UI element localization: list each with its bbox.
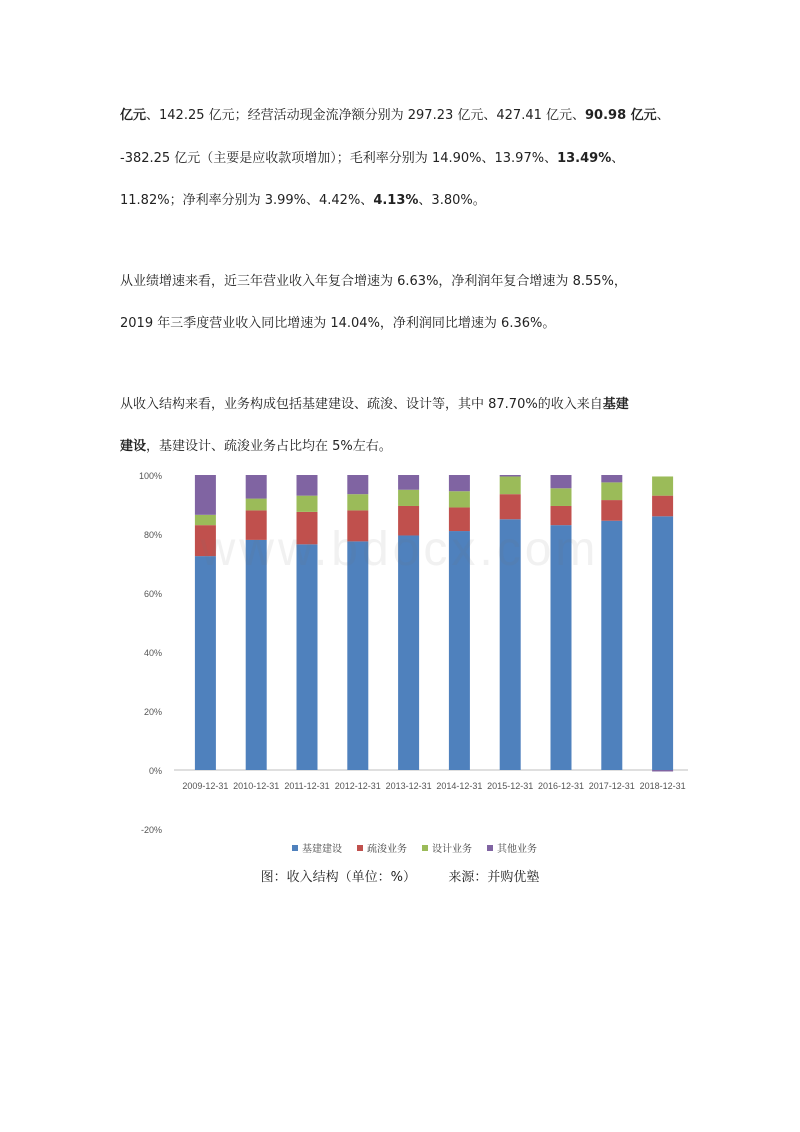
bars [195, 475, 673, 771]
x-tick-label: 2013-12-31 [385, 781, 432, 791]
bar-segment [500, 476, 521, 494]
paragraph-financials-line3 [120, 191, 680, 211]
watermark: www.bdocx.com [200, 523, 600, 576]
legend-label: 设计业务 [432, 844, 472, 855]
bar-segment [449, 491, 470, 507]
text: 、 [656, 108, 670, 123]
x-tick-label: 2009-12-31 [182, 781, 229, 791]
x-tick-label: 2015-12-31 [487, 781, 534, 791]
bar-segment [195, 556, 216, 770]
x-tick-label: 2012-12-31 [334, 781, 381, 791]
text: 、3.80%。 [418, 193, 486, 208]
bar-segment [551, 475, 572, 488]
legend-swatch [357, 845, 363, 851]
x-tick-label: 2018-12-31 [639, 781, 686, 791]
text: ，基建设计、疏浚业务占比均在 5%左右。 [146, 439, 392, 454]
bar-segment [347, 494, 368, 510]
text: -382.25 亿元（主要是应收款项增加）；毛利率分别为 14.90%、13.97%、 [120, 151, 558, 166]
paragraph-growth-line1: 从业绩增速来看，近三年营业收入年复合增速为 6.63%，净利润年复合增速为 8.55%， [120, 274, 627, 289]
x-tick-label: 2016-12-31 [537, 781, 585, 791]
bar-segment [398, 490, 419, 506]
paragraph-structure-line2 [120, 437, 680, 457]
y-tick-label: 60% [143, 589, 162, 599]
paragraph-structure-line1 [120, 395, 680, 415]
x-tick-label: 2010-12-31 [233, 781, 280, 791]
y-tick-label: 100% [138, 471, 162, 481]
x-axis [182, 781, 685, 791]
bar-segment [297, 544, 318, 770]
y-tick-label: -20% [140, 825, 162, 835]
legend-label: 疏浚业务 [367, 844, 407, 855]
text-bold: 13.49% [557, 151, 612, 166]
bar-segment [601, 500, 622, 521]
bar-segment [652, 476, 673, 495]
bar-segment [601, 475, 622, 482]
text-bold: 建设 [120, 439, 147, 454]
x-tick-label: 2017-12-31 [588, 781, 635, 791]
legend-swatch [292, 845, 298, 851]
text-bold: 亿元 [120, 108, 147, 123]
legend-swatch [422, 845, 428, 851]
caption-source: 来源：并购优塾 [448, 870, 540, 885]
bar-segment [195, 475, 216, 515]
text-bold: 基建 [602, 397, 629, 412]
bar-segment [652, 770, 673, 771]
text: 、142.25 亿元；经营活动现金流净额分别为 297.23 亿元、427.41 亿元、 [146, 108, 586, 123]
bar-segment [347, 475, 368, 494]
legend-label: 基建建设 [302, 844, 342, 855]
y-tick-label: 20% [143, 707, 162, 717]
bar-segment [398, 475, 419, 490]
paragraph-financials [120, 106, 680, 126]
bar-segment [551, 488, 572, 506]
text: 、 [611, 151, 625, 166]
bar-segment [246, 475, 267, 499]
text: 从收入结构来看，业务构成包括基建建设、疏浚、设计等，其中 87.70%的收入来自 [120, 397, 603, 412]
bar-segment [297, 475, 318, 496]
text: 11.82%；净利率分别为 3.99%、4.42%、 [120, 193, 374, 208]
bar-segment [449, 475, 470, 491]
legend-label: 其他业务 [497, 844, 537, 855]
caption-title: 图：收入结构（单位：%） [260, 870, 417, 885]
y-tick-label: 40% [143, 648, 162, 658]
legend-swatch [487, 845, 493, 851]
bar-segment [500, 494, 521, 519]
text-bold: 4.13% [373, 193, 419, 208]
y-tick-label: 80% [143, 530, 162, 540]
y-tick-label: 0% [148, 766, 162, 776]
x-tick-label: 2011-12-31 [284, 781, 330, 791]
legend [292, 842, 537, 855]
paragraph-financials-line2 [120, 149, 680, 169]
bar-segment [500, 475, 521, 476]
paragraph-growth-line2: 2019 年三季度营业收入同比增速为 14.04%，净利润同比增速为 6.36%。 [120, 316, 556, 331]
bar-segment [652, 496, 673, 517]
x-tick-label: 2014-12-31 [436, 781, 483, 791]
text-bold: 90.98 亿元 [585, 108, 657, 123]
bar-segment [246, 499, 267, 511]
figure-caption [0, 866, 800, 885]
bar-segment [601, 482, 622, 500]
bar-segment [297, 496, 318, 512]
